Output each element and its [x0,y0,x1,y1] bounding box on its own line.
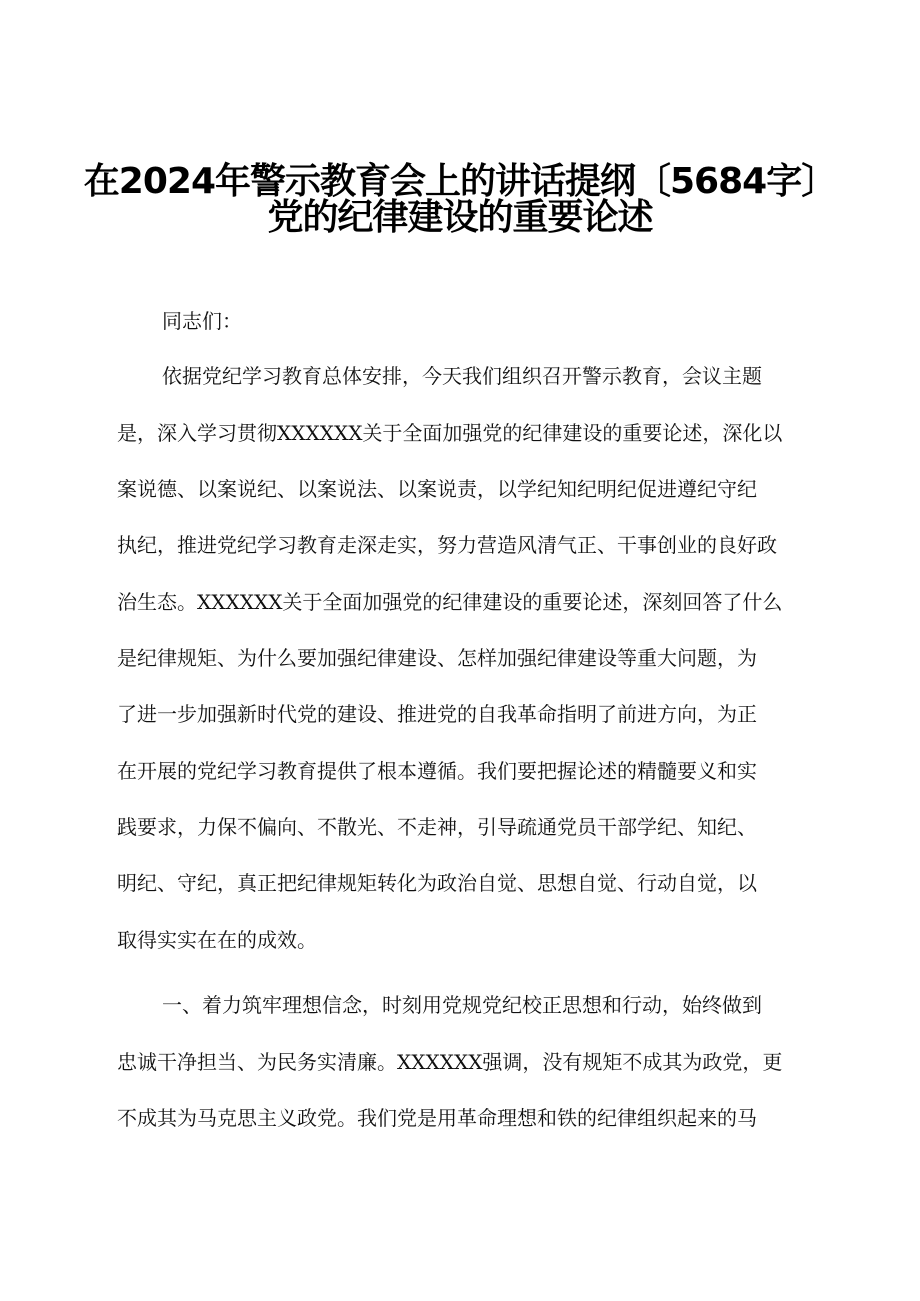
paragraph-2-line: 一、着力筑牢理想信念，时刻用党规党纪校正思想和行动，始终做到 [162,993,762,1017]
paragraph-1-line: 在开展的党纪学习教育提供了根本遵循。我们要把握论述的精髓要义和实 [117,759,757,783]
paragraph-1-line: 明纪、守纪，真正把纪律规矩转化为政治自觉、思想自觉、行动自觉，以 [117,871,757,895]
paragraph-1-line: 是纪律规矩、为什么要加强纪律建设、怎样加强纪律建设等重大问题，为 [117,646,757,670]
paragraph-1-line: 是，深入学习贯彻XXXXXX关于全面加强党的纪律建设的重要论述，深化以 [117,421,783,445]
paragraph-1-line: 取得实实在在的成效。 [117,928,317,952]
paragraph-1-line: 依据党纪学习教育总体安排，今天我们组织召开警示教育，会议主题 [162,364,762,388]
paragraph-2-line: 不成其为马克思主义政党。我们党是用革命理想和铁的纪律组织起来的马 [117,1106,757,1130]
paragraph-1-line: 践要求，力保不偏向、不散光、不走神，引导疏通党员干部学纪、知纪、 [117,815,757,839]
document-title-line-2: 党的纪律建设的重要论述 [267,197,653,238]
paragraph-1-line: 案说德、以案说纪、以案说法、以案说责，以学纪知纪明纪促进遵纪守纪 [117,477,757,501]
document-title-line-1: 在2024年警示教育会上的讲话提纲〔5684字〕 [83,161,837,202]
paragraph-1-line: 执纪，推进党纪学习教育走深走实，努力营造风清气正、干事创业的良好政 [117,533,777,557]
salutation: 同志们： [162,309,242,333]
paragraph-1-line: 治生态。XXXXXX关于全面加强党的纪律建设的重要论述，深刻回答了什么 [117,590,783,614]
paragraph-1-line: 了进一步加强新时代党的建设、推进党的自我革命指明了前进方向，为正 [117,702,757,726]
paragraph-2-line: 忠诚干净担当、为民务实清廉。XXXXXX强调，没有规矩不成其为政党，更 [117,1050,783,1074]
